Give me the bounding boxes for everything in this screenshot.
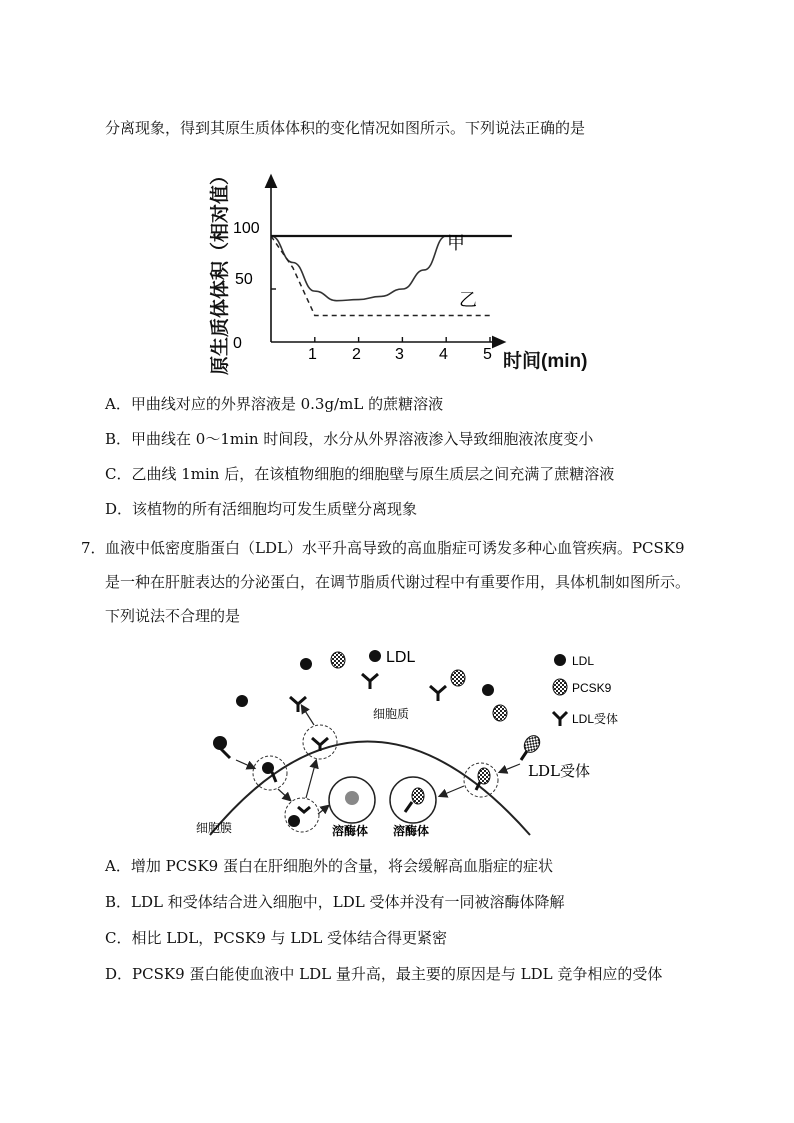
legend-ldl-label: LDL [572,654,595,668]
legend-receptor-label: LDL受体 [572,712,619,726]
q7-stem-line3: 下列说法不合理的是 [105,607,241,625]
q7-option-c: C．相比 LDL，PCSK9 与 LDL 受体结合得更紧密 [105,929,448,947]
x-tick-label-4: 4 [439,346,448,363]
cell-membrane-arc [210,742,530,836]
ldl-particle [369,650,381,662]
legend-ldl-icon [554,654,566,666]
ldl-receptor-icon [362,674,378,689]
x-tick-label-3: 3 [395,346,404,363]
q7-option-d: D．PCSK9 蛋白能使血液中 LDL 量升高，最主要的原因是与 LDL 竞争相应的受体 [105,965,663,983]
q7-option-b: B．LDL 和受体结合进入细胞中，LDL 受体并没有一同被溶酶体降解 [105,893,565,911]
q6-option-c: C．乙曲线 1min 后，在该植物细胞的细胞壁与原生质层之间充满了蔗糖溶液 [105,465,615,483]
x-tick-label-2: 2 [352,346,361,363]
y-tick-label-50: 50 [235,271,253,288]
q6-option-a: A．甲曲线对应的外界溶液是 0.3g/mL 的蔗糖溶液 [105,395,444,413]
y-axis-label: 原生质体体积（相对值） [210,165,231,375]
lysosome-label-1: 溶酶体 [332,824,369,838]
q7-option-a: A．增加 PCSK9 蛋白在肝细胞外的含量，将会缓解高血脂症的症状 [105,857,553,875]
pcsk9-particle [331,652,345,668]
y-tick-label-100: 100 [233,220,260,237]
ldl-receptor-icon [430,686,446,701]
ldl-receptor-label: LDL受体 [528,762,590,780]
x-tick-label-1: 1 [308,346,317,363]
lysosome-label-2: 溶酶体 [393,824,430,838]
x-tick-label-5: 5 [483,346,492,363]
ldl-particle [482,684,494,696]
q6-stem-text: 分离现象，得到其原生质体体积的变化情况如图所示。下列说法正确的是 [105,119,586,137]
x-axis-label: 时间(min) [503,351,588,372]
q6-option-b: B．甲曲线在 0～1min 时间段，水分从外界溶液渗入导致细胞液浓度变小 [105,430,594,448]
ldl-particle [300,658,312,670]
endocytic-vesicle [285,798,319,832]
legend-pcsk9-icon [553,679,567,695]
ldl-particle [236,695,248,707]
pcsk9-particle [451,670,465,686]
origin-tick-label: 0 [233,335,242,352]
q6-volume-chart [200,160,588,375]
q7-stem-line2: 是一种在肝脏表达的分泌蛋白，在调节脂质代谢过程中有重要作用，具体机制如图所示。 [105,573,691,591]
ldl-top-label: LDL [386,649,416,666]
ldl-mechanism-diagram [190,640,630,840]
series-jia-curve [271,236,446,301]
ldl-particle [213,736,227,750]
cell-membrane-label: 细胞膜 [196,821,233,835]
cytoplasm-label: 细胞质 [373,707,410,721]
series-jia-label: 甲 [447,233,465,254]
legend-receptor-icon [553,712,567,726]
series-yi-label: 乙 [459,290,477,311]
q7-stem-line1: 血液中低密度脂蛋白（LDL）水平升高导致的高血脂症可诱发多种心血管疾病。PCSK9 [105,539,685,557]
legend-pcsk9-label: PCSK9 [572,681,612,695]
pcsk9-particle [493,705,507,721]
ldl-receptor-icon [290,697,306,712]
ldl-particle [288,815,300,827]
pcsk9-particle [521,733,543,756]
legend [553,654,618,726]
q7-number: 7． [81,539,106,557]
q6-option-d: D．该植物的所有活细胞均可发生质壁分离现象 [105,500,418,518]
